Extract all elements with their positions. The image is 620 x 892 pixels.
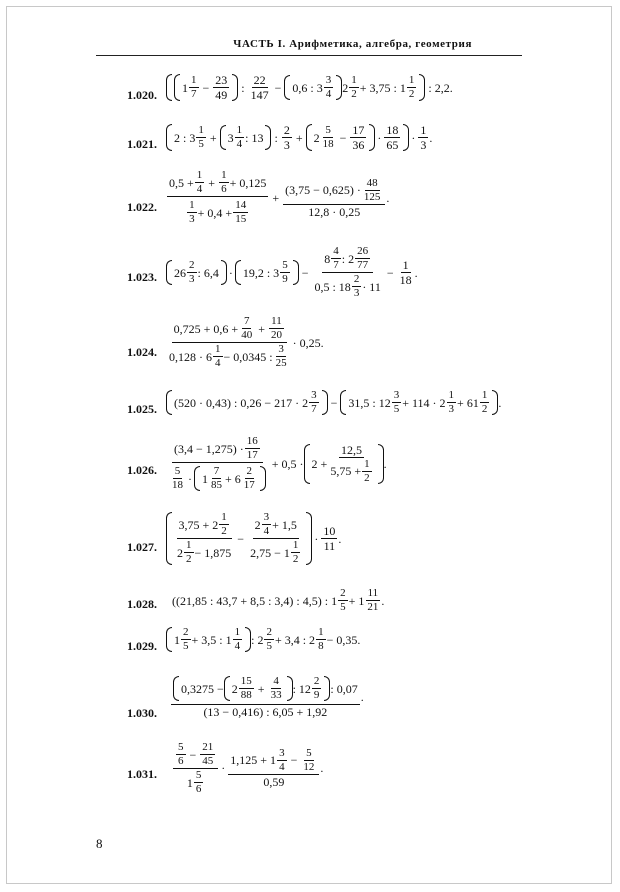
problem-1-030: 0,3275 − 2 15 88 + $\frac{4}{33}$ : 12 2 9 : 0,07 (13 − 0,416) : 6,05 + 1,92 . (170, 676, 364, 718)
problem-number: 1.027. (127, 540, 157, 554)
problem-number: 1.021. (127, 137, 157, 151)
problem-number: 1.031. (127, 767, 157, 781)
problem-number: 1.025. (127, 402, 157, 416)
problem-1-020: 1 1 7 − $\frac{23}{49}$ : 22 147 − 0,6 : 3 3 4 2 1 2 + 3,75 : 1 1 2 : 2,2. (166, 74, 453, 103)
problem-1-021: 2 : 3 1 5 + 3 1 4 : 13 : 2 3 + 2 5 18 − $\frac{17}{36}$ · 18 65 · 1 3 . (166, 124, 432, 153)
problem-number: 1.023. (127, 270, 157, 284)
problem-1-024: 0,725 + 0,6 + $\frac{7}{40}$ + $\frac{11}{20}$ 0,128 · 6 1 4 − 0,0345 : 3 25 · 0,25. (169, 315, 324, 369)
running-header: ЧАСТЬ I. Арифметика, алгебра, геометрия (233, 38, 472, 50)
problem-number: 1.024. (127, 345, 157, 359)
problem-1-023: 26 2 3 : 6,4 · 19,2 : 3 5 9 − 8 4 7 : 2 26 77 0,5 : 18 2 3 · 11 − $\frac{1}{18}$ . (166, 246, 418, 299)
header-rule (96, 55, 522, 56)
page-number: 8 (96, 836, 103, 851)
problem-1-025: (520 · 0,43) : 0,26 − 217 · 2 3 7 − 31,5 : 12 3 5 + 114 · 2 1 3 + 61 1 2 . (166, 390, 501, 417)
problem-number: 1.022. (127, 200, 157, 214)
problem-number: 1.026. (127, 463, 157, 477)
problem-1-031: 5 6 − $\frac{21}{45}$ 1 5 6 · 1,125 + 1 3 4 − $\frac{5}{12}$ 0,59 . (172, 740, 323, 795)
problem-1-029: 1 2 5 + 3,5 : 1 1 4 : 2 2 5 + 3,4 : 2 1 8 − 0,35. (166, 627, 360, 654)
problem-1-027: 3,75 + 2 1 2 2 1 2 − 1,875 − 2 3 4 + 1,5 2,75 − 1 1 2 · 10 11 . (166, 512, 341, 567)
problem-1-022: 0,5 + $\frac{1}{4}$ + $\frac{1}{6}$ + 0,125 1 3 + 0,4 + $\frac{14}{15}$ + (3,75 − 0,625) · 48 125 12,8 · 0,25 . (169, 169, 390, 225)
problem-number: 1.029. (127, 639, 157, 653)
problem-number: 1.020. (127, 88, 157, 102)
problem-1-026: (3,4 − 1,275) · 16 17 5 18 · 1 7 85 + 6 2 17 + 0,5 · 2 + 12,5 5,75 + $\frac{1}{2}$ . (172, 435, 387, 491)
problem-number: 1.028. (127, 597, 157, 611)
problem-1-028: ((21,85 : 43,7 + 8,5 : 3,4) : 4,5) : 1 2 5 + 1 11 21 . (172, 587, 385, 613)
problem-number: 1.030. (127, 706, 157, 720)
